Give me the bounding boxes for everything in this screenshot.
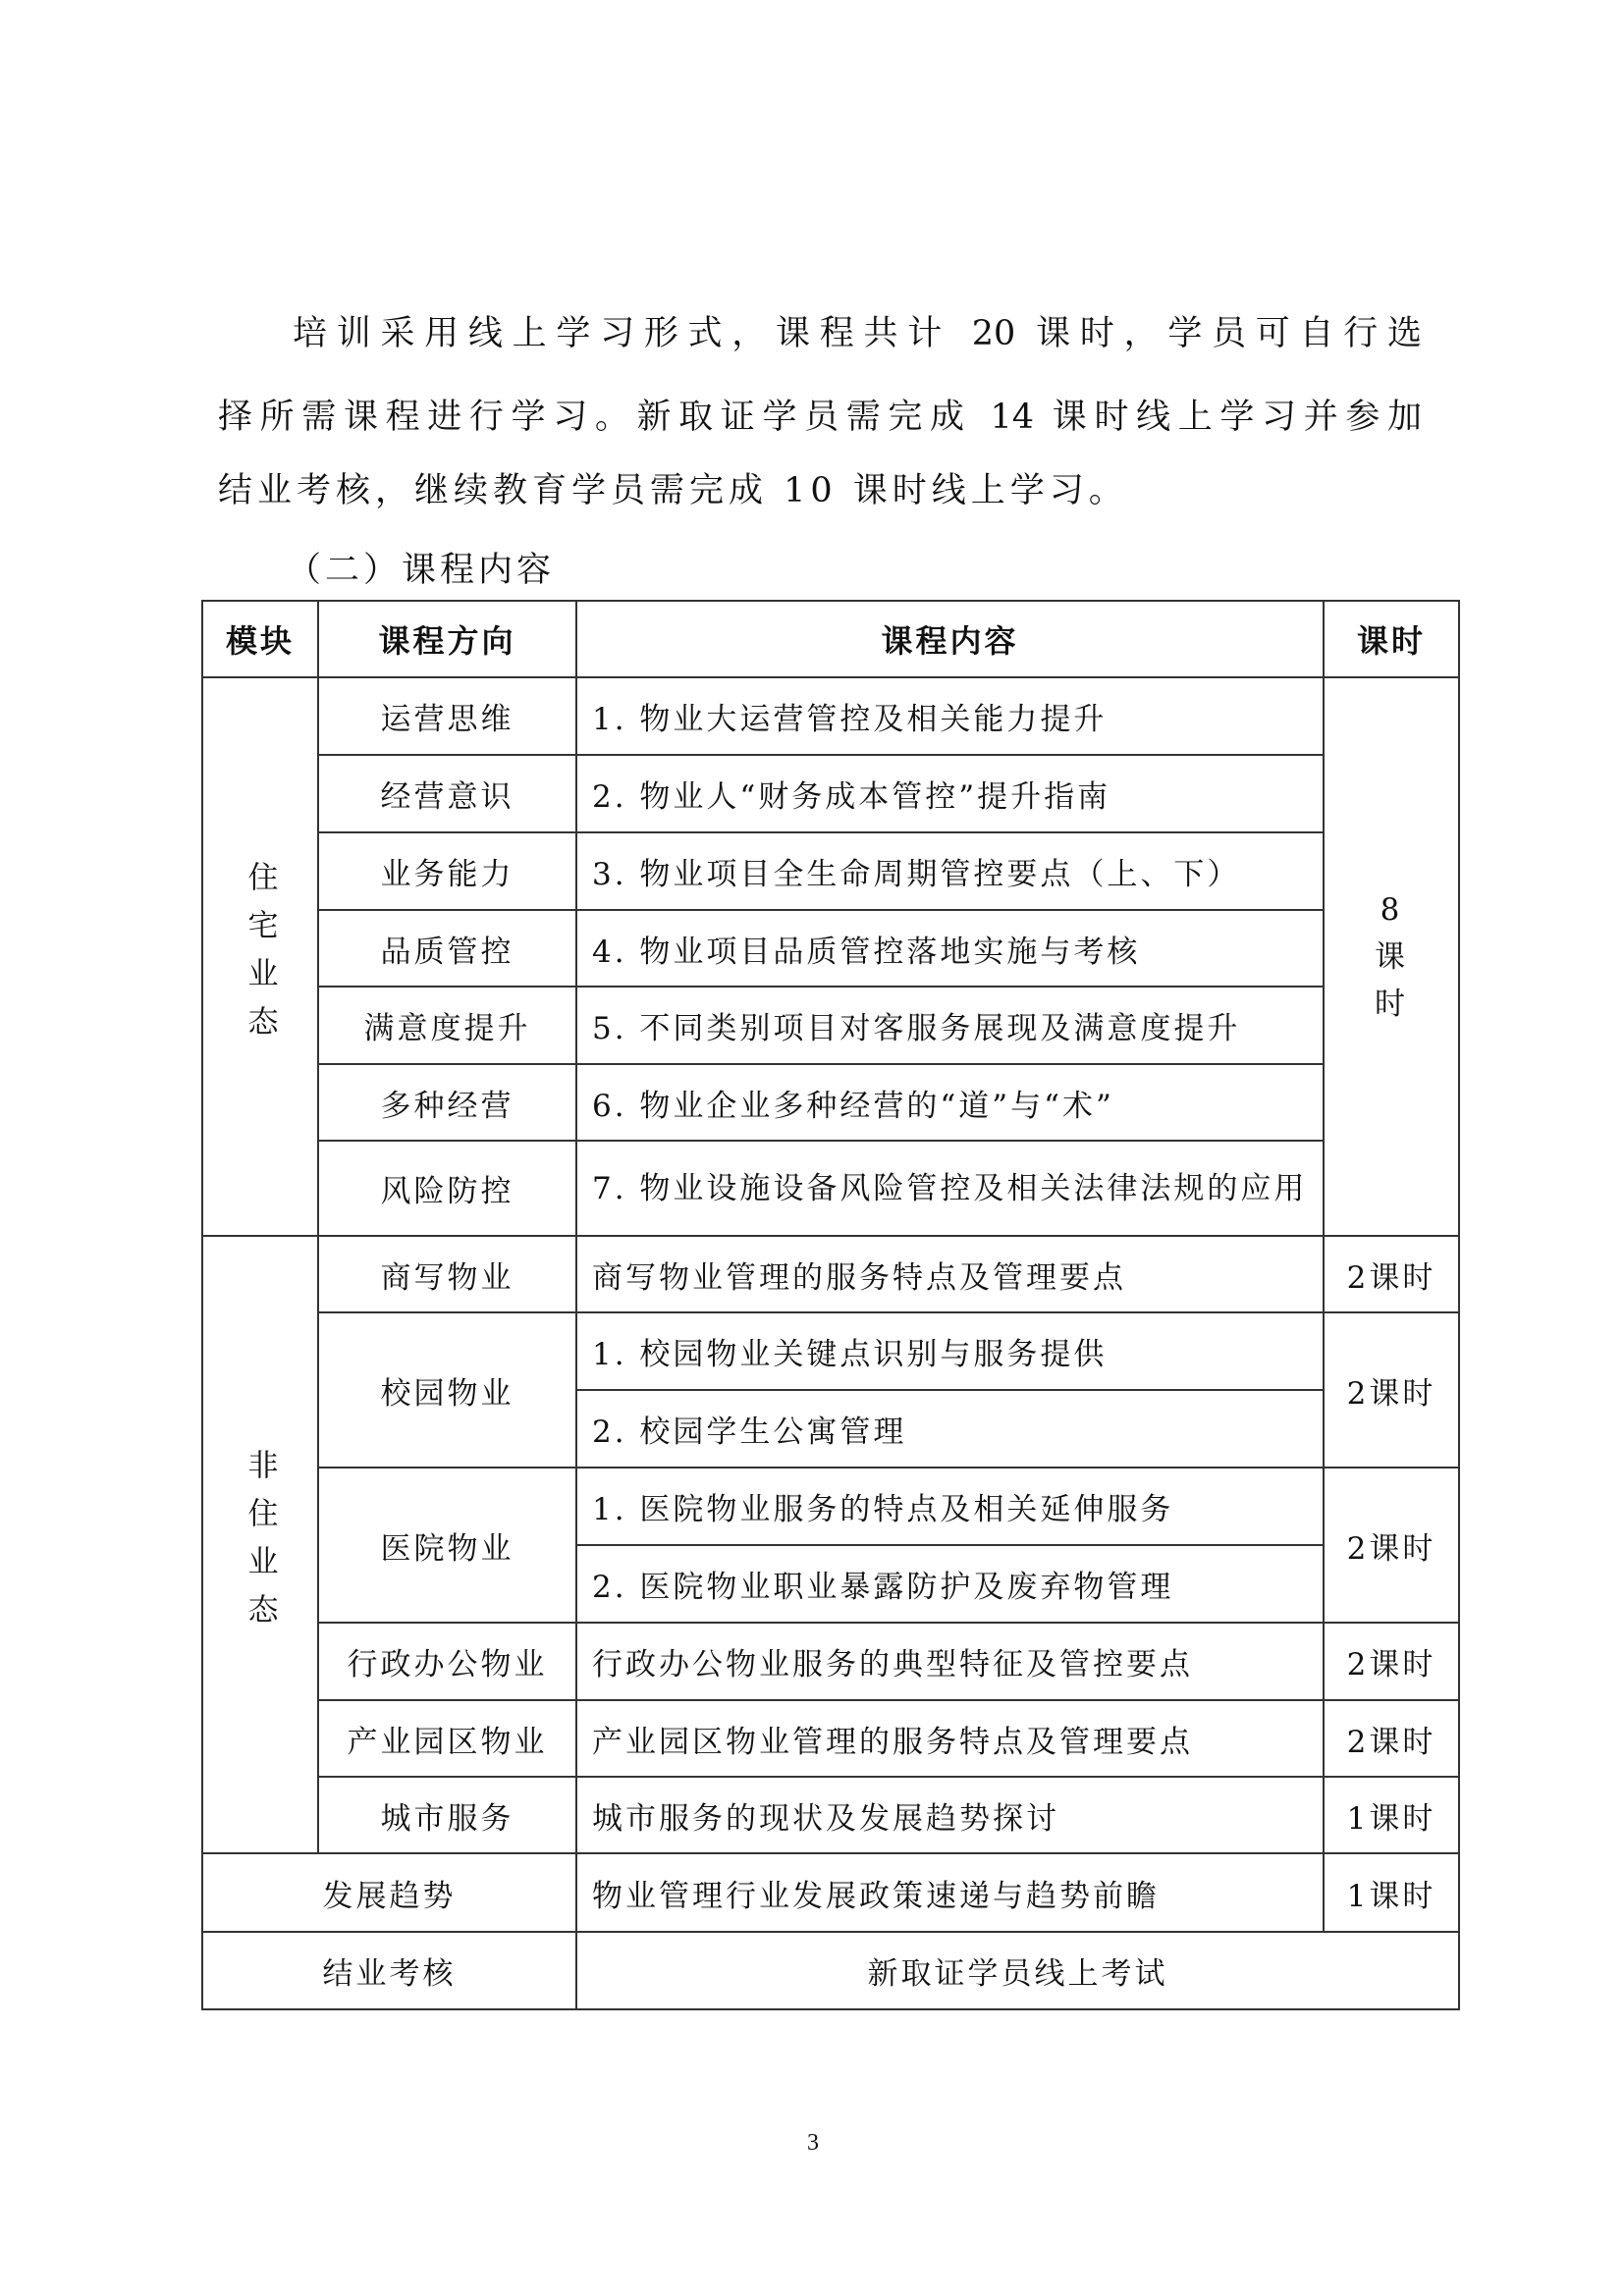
content-cell: 产业园区物业管理的服务特点及管理要点 [592,1724,1193,1760]
grid-line [317,601,319,1853]
module-trend: 发展趋势 [322,1878,457,1914]
hours-unit-2: 时 [1375,986,1408,1022]
hours-cell: 2课时 [1346,1259,1436,1296]
section-heading: （二）课程内容 [287,551,556,590]
module-residential [202,677,318,1236]
header-direction: 课程方向 [378,622,516,660]
direction-cell: 业务能力 [380,857,514,892]
direction-cell: 满意度提升 [363,1011,531,1046]
content-cell: 4. 物业项目品质管控落地实施与考核 [592,934,1141,970]
direction-cell: 运营思维 [380,702,514,737]
direction-cell: 商写物业 [380,1259,514,1296]
hours-value: 8 [1380,891,1403,928]
table-border-bottom [202,2008,1460,2010]
direction-cell: 风险防控 [380,1174,514,1209]
paragraph-line-3: 结业考核，继续教育学员需完成 10 课时线上学习。 [218,471,1128,510]
grid-line [575,601,577,2009]
content-cell: 1. 医院物业服务的特点及相关延伸服务 [592,1492,1174,1527]
module-non-residential [202,1236,318,1853]
header-content: 课程内容 [881,622,1019,660]
module-non-residential-label: 非住业态 [242,1448,278,1641]
direction-cell: 医院物业 [380,1530,514,1567]
grid-line [318,754,1324,756]
table-border-top [202,600,1460,602]
content-cell: 7. 物业设施设备风险管控及相关法律法规的应用 [592,1170,1308,1206]
grid-line [202,1852,1459,1854]
hours-cell: 2课时 [1346,1375,1436,1412]
grid-line [202,1931,1459,1933]
table-border-left [201,600,203,2010]
grid-line [318,1699,1459,1701]
direction-cell: 多种经营 [380,1088,514,1124]
exam-content: 新取证学员线上考试 [867,1956,1168,1992]
content-cell: 6. 物业企业多种经营的“道”与“术” [592,1088,1114,1124]
hours-cell: 2课时 [1346,1647,1436,1682]
hours-cell: 2课时 [1346,1530,1436,1567]
grid-line [318,1622,1459,1624]
module-residential-label: 住宅业态 [242,860,278,1053]
hours-cell: 1课时 [1346,1878,1436,1914]
header-module: 模块 [225,622,295,660]
grid-line [318,909,1324,911]
direction-cell: 城市服务 [380,1800,514,1837]
content-cell: 2. 校园学生公寓管理 [592,1415,907,1450]
content-cell: 3. 物业项目全生命周期管控要点（上、下） [592,857,1241,892]
content-cell: 1. 校园物业关键点识别与服务提供 [592,1337,1108,1372]
direction-cell: 行政办公物业 [347,1647,548,1682]
grid-line [576,1544,1324,1546]
direction-cell: 校园物业 [380,1375,514,1412]
grid-line [202,676,1459,678]
grid-line [318,1140,1324,1142]
grid-line [318,986,1324,988]
content-cell: 物业管理行业发展政策速递与趋势前瞻 [592,1878,1160,1914]
content-cell: 2. 物业人“财务成本管控”提升指南 [592,779,1111,815]
table-border-right [1458,600,1460,2010]
paragraph-line-1: 培训采用线上学习形式，课程共计 20 课时，学员可自行选 [293,314,1422,353]
grid-line [318,1311,1459,1313]
grid-line [318,831,1324,833]
grid-line [202,1235,1459,1237]
content-cell: 城市服务的现状及发展趋势探讨 [592,1800,1059,1837]
grid-line [1323,601,1325,1932]
hours-residential-stack [1375,886,1408,1028]
content-cell: 1. 物业大运营管控及相关能力提升 [592,702,1108,737]
hours-unit-1: 课 [1375,938,1408,975]
grid-line [318,1776,1459,1778]
page-number: 3 [807,2130,819,2156]
direction-cell: 品质管控 [380,934,514,970]
hours-cell: 2课时 [1346,1724,1436,1760]
direction-cell: 产业园区物业 [347,1724,548,1760]
hours-residential [1324,677,1459,1236]
content-cell: 行政办公物业服务的典型特征及管控要点 [592,1647,1193,1682]
content-cell: 5. 不同类别项目对客服务展现及满意度提升 [592,1011,1241,1046]
hours-cell: 1课时 [1346,1800,1436,1837]
header-hours: 课时 [1356,622,1426,660]
grid-line [576,1389,1324,1391]
paragraph-line-2: 择所需课程进行学习。新取证学员需完成 14 课时线上学习并参加 [218,398,1422,437]
module-exam: 结业考核 [322,1956,457,1992]
content-cell: 2. 医院物业职业暴露防护及废弃物管理 [592,1570,1174,1605]
grid-line [318,1063,1324,1065]
direction-cell: 经营意识 [380,779,514,815]
content-cell: 商写物业管理的服务特点及管理要点 [592,1259,1126,1296]
course-table [202,601,1459,2009]
grid-line [318,1467,1459,1468]
